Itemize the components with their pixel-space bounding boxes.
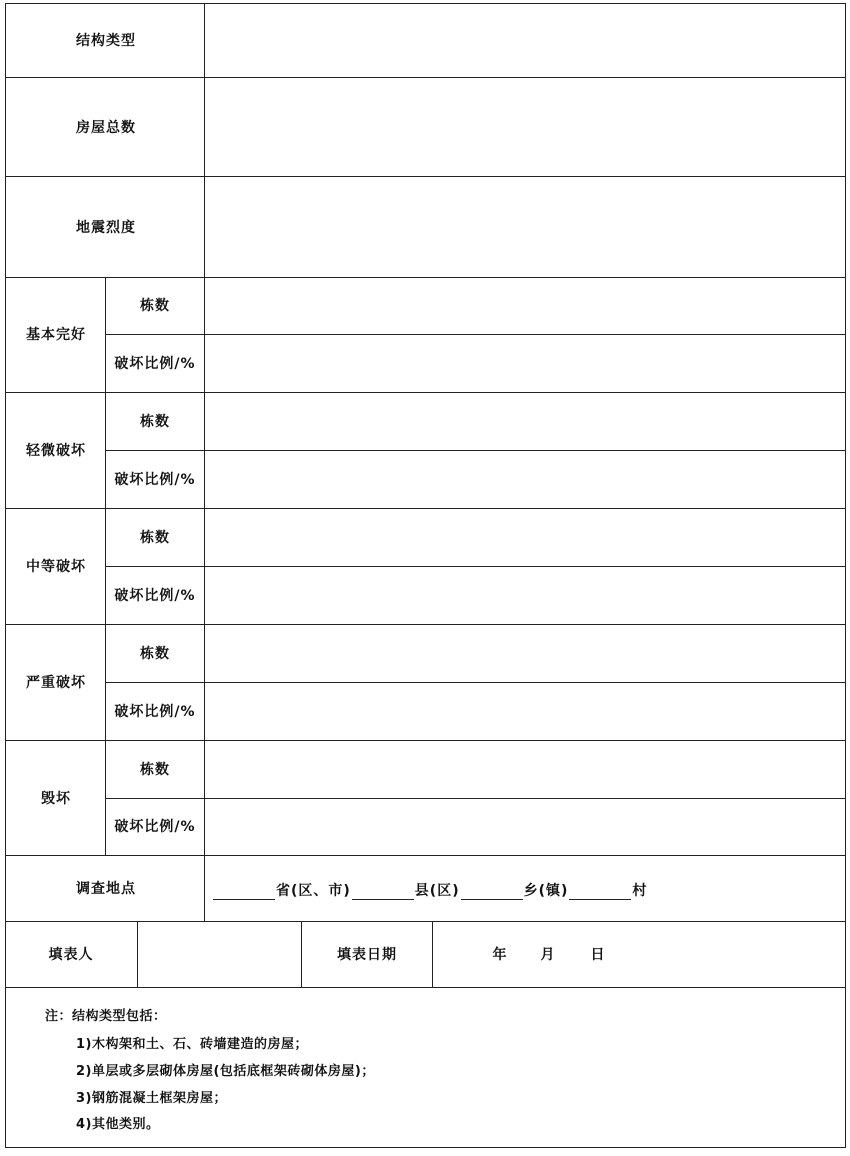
ratio-label: 破坏比例/% <box>114 356 196 372</box>
row-divider <box>5 921 846 922</box>
row-divider <box>5 987 846 988</box>
month-label: 月 <box>540 947 556 963</box>
intensity-label: 地震烈度 <box>76 220 136 236</box>
count-label: 栋数 <box>140 530 170 546</box>
sub-row-divider <box>105 682 846 683</box>
notes-title: 注：结构类型包括： <box>45 1009 167 1024</box>
row-divider <box>5 624 846 625</box>
sub-row-divider <box>105 334 846 335</box>
damage-level-label: 轻微破坏 <box>26 443 86 459</box>
damage-level-label: 基本完好 <box>26 327 86 343</box>
row-divider <box>5 740 846 741</box>
note-item: 2)单层或多层砌体房屋(包括底框架砖砌体房屋)； <box>76 1064 375 1079</box>
count-label: 栋数 <box>140 298 170 314</box>
filler-divider <box>432 921 433 987</box>
row-divider <box>5 77 846 78</box>
sub-row-divider <box>105 450 846 451</box>
filler-divider <box>301 921 302 987</box>
ratio-label: 破坏比例/% <box>114 704 196 720</box>
row-divider <box>5 176 846 177</box>
province-unit: 省(区、市) <box>276 883 351 899</box>
total-houses-label: 房屋总数 <box>76 120 136 136</box>
damage-level-label: 严重破坏 <box>26 675 86 691</box>
sub-row-divider <box>105 798 846 799</box>
location-label: 调查地点 <box>76 881 136 897</box>
township-blank[interactable] <box>461 885 523 900</box>
filler-label: 填表人 <box>48 947 94 963</box>
count-label: 栋数 <box>140 646 170 662</box>
survey-form-frame <box>5 3 846 1148</box>
year-label: 年 <box>492 947 508 963</box>
row-divider <box>5 277 846 278</box>
county-blank[interactable] <box>352 885 414 900</box>
location-fields <box>212 880 647 900</box>
damage-level-label: 中等破坏 <box>26 559 86 575</box>
row-divider <box>5 392 846 393</box>
village-blank[interactable] <box>569 885 631 900</box>
township-unit: 乡(镇) <box>523 883 569 899</box>
damage-level-label: 毁坏 <box>41 791 71 807</box>
day-label: 日 <box>590 947 606 963</box>
ratio-label: 破坏比例/% <box>114 588 196 604</box>
county-unit: 县(区) <box>414 883 460 899</box>
filler-divider <box>137 921 138 987</box>
province-blank[interactable] <box>213 885 275 900</box>
note-item: 4)其他类别。 <box>76 1117 160 1132</box>
count-label: 栋数 <box>140 414 170 430</box>
sub-row-divider <box>105 566 846 567</box>
note-item: 1)木构架和土、石、砖墙建造的房屋； <box>76 1037 308 1052</box>
village-unit: 村 <box>632 883 648 899</box>
label-column-divider <box>204 3 205 921</box>
row-divider <box>5 508 846 509</box>
note-item: 3)钢筋混凝土框架房屋； <box>76 1091 227 1106</box>
ratio-label: 破坏比例/% <box>114 819 196 835</box>
row-divider <box>5 855 846 856</box>
count-label: 栋数 <box>140 762 170 778</box>
ratio-label: 破坏比例/% <box>114 472 196 488</box>
fill-date-label: 填表日期 <box>337 947 397 963</box>
structure-type-label: 结构类型 <box>76 33 136 49</box>
